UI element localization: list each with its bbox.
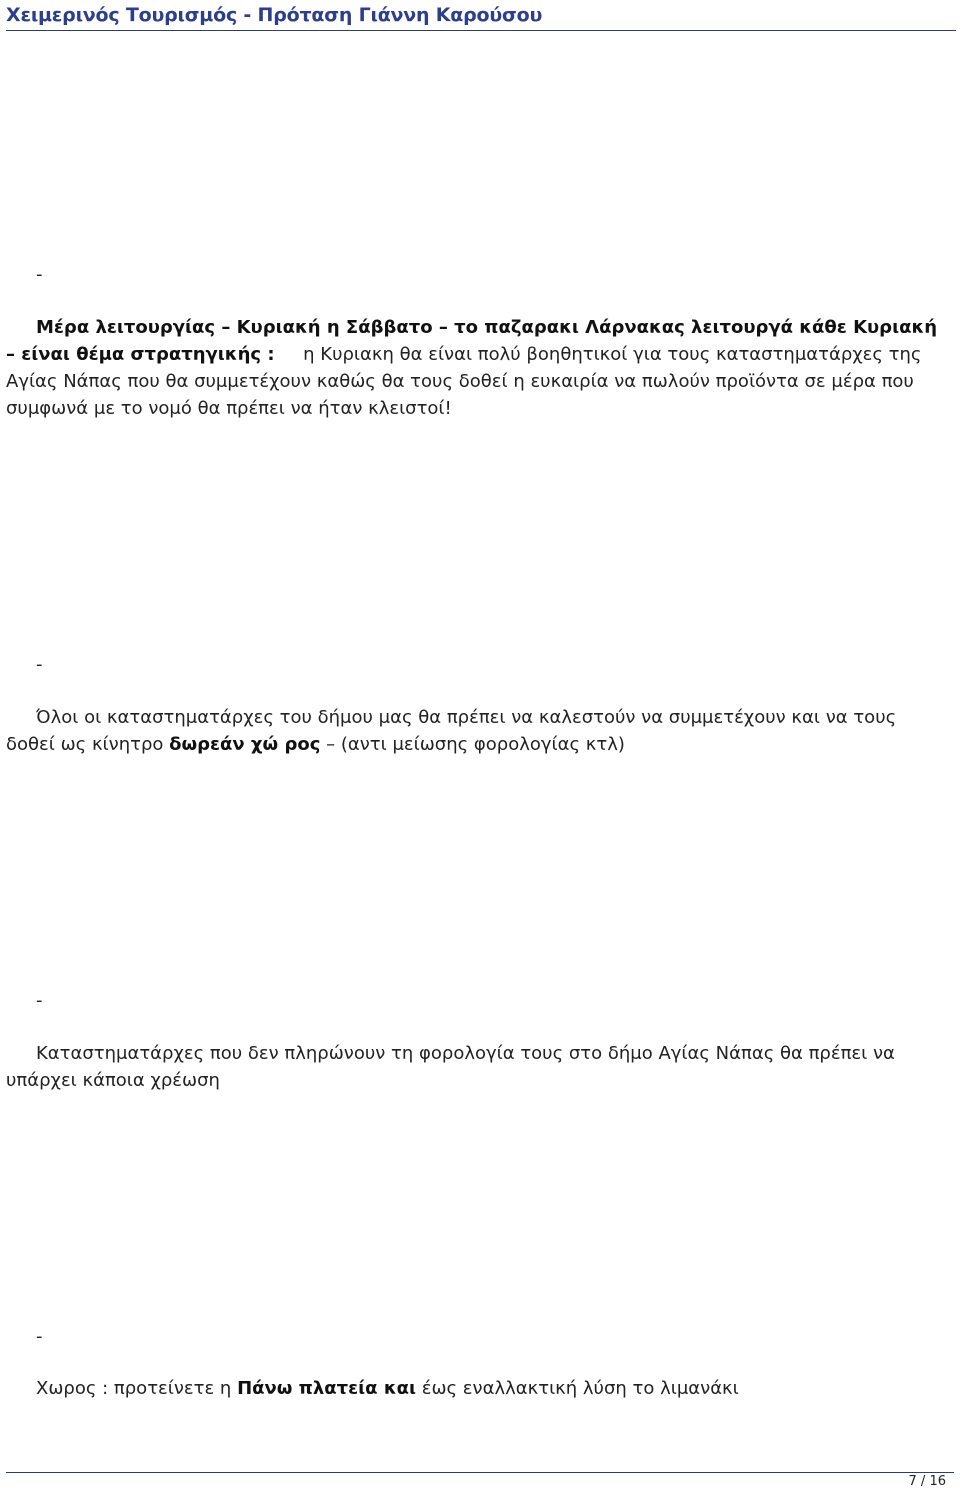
paragraph-text: Χωρος : προτείνετε η <box>36 1378 232 1399</box>
footer-divider <box>6 1472 954 1473</box>
bold-lead-text: Μέρα λειτουργίας – Κυριακή η Σάββατο – το παζαρακι Λάρνακας λειτουργά κάθε Κυριακή – είναι θέμα στρατηγικής : <box>6 317 938 365</box>
bullet-dash: - <box>36 1326 43 1347</box>
paragraph-shopkeepers <box>6 704 946 758</box>
paragraph-text: έως εναλλακτική λύση το λιμανάκι <box>421 1378 739 1399</box>
page-header <box>6 0 956 31</box>
paragraph-taxes <box>6 1040 946 1094</box>
paragraph-text: – (αντι μείωσης φορολογίας κτλ) <box>326 734 625 755</box>
bold-phrase: δωρεάν χώ ρος <box>169 734 321 755</box>
bold-phrase: Πάνω πλατεία και <box>237 1378 416 1399</box>
document-title: Χειμερινός Τουρισμός - Πρόταση Γιάννη Καρούσου <box>6 4 543 26</box>
bullet-dash: - <box>36 654 43 675</box>
bullet-dash: - <box>36 990 43 1011</box>
paragraph-text: Καταστηματάρχες που δεν πληρώνουν τη φορολογία τους στο δήμο Αγίας Νάπας θα πρέπει να υπάρχει κάποια χρέωση <box>6 1043 895 1091</box>
bullet-dash: - <box>36 264 43 285</box>
paragraph-location <box>6 1375 946 1402</box>
paragraph-operating-day <box>6 314 946 422</box>
paragraph-text: η Κυριακη θα είναι πολύ βοηθητικοί για τους καταστηματάρχες της Αγίας Νάπας που θα συμμετέχουν καθώς θα τους δοθεί η ευκαιρία να πωλούν προϊόντα σε μέρα που συμφωνά με το νομό θα πρέπει να ήταν κλειστοί! <box>6 344 922 419</box>
paragraph-text: Όλοι οι καταστηματάρχες του δήμου μας θα πρέπει να καλεστούν να συμμετέχουν και να τους δοθεί ως κίνητρο <box>6 707 897 755</box>
page-number: 7 / 16 <box>908 1474 946 1489</box>
